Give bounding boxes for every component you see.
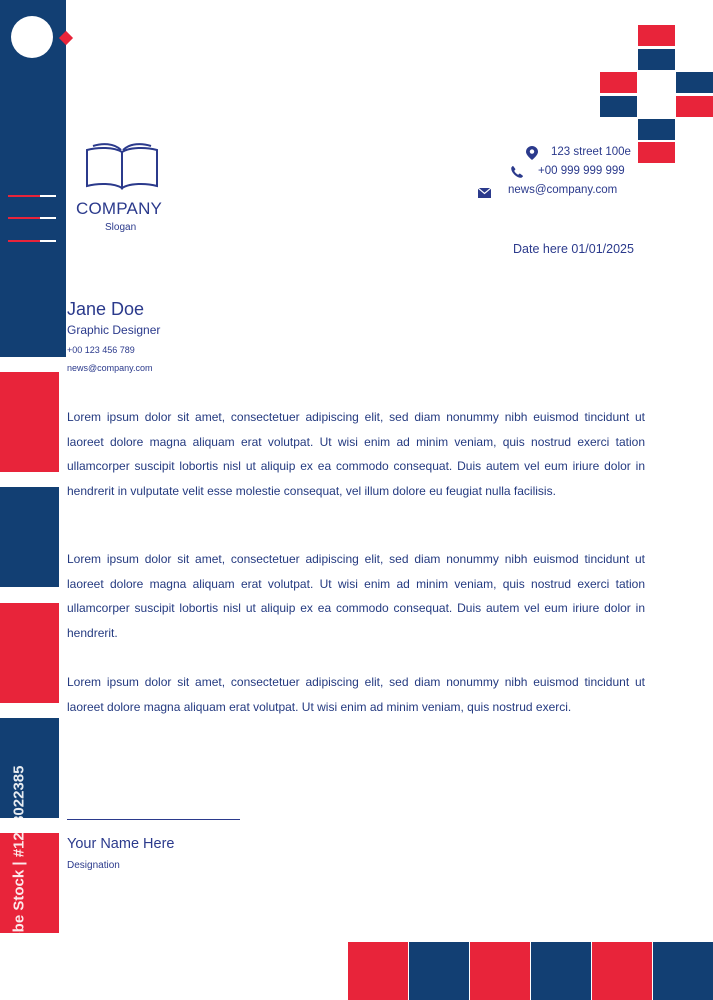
- signature-name: Your Name Here: [67, 836, 175, 852]
- sender-name: Jane Doe: [67, 299, 145, 319]
- company-name: COMPANY: [76, 199, 163, 218]
- sender-email: news@company.com: [67, 363, 153, 373]
- pattern-block: [638, 49, 675, 70]
- phone-icon: [511, 165, 523, 177]
- book-icon: [84, 142, 160, 194]
- decor-line-white: [40, 217, 56, 219]
- footer-block: [592, 942, 652, 1000]
- company-slogan: Slogan: [105, 222, 137, 233]
- sidebar-block-red: [0, 372, 59, 472]
- signature-line: [67, 819, 240, 820]
- decor-circle: [11, 16, 53, 58]
- footer-block: [470, 942, 530, 1000]
- letter-date: Date here 01/01/2025: [513, 242, 634, 256]
- footer-block: [348, 942, 408, 1000]
- pattern-block: [676, 96, 713, 117]
- sidebar-block-navy: [0, 487, 59, 587]
- pattern-block: [638, 119, 675, 140]
- sender-phone: +00 123 456 789: [67, 345, 135, 355]
- decor-line-red: [8, 217, 40, 219]
- decor-line-white: [40, 195, 56, 197]
- location-pin-icon: [526, 146, 538, 160]
- body-paragraph: Lorem ipsum dolor sit amet, consectetuer adipiscing elit, sed diam nonummy nibh euismod tincidunt ut laoreet dolore magna aliquam erat volutpat. Ut wisi enim ad minim veniam, quis nostrud exerci tation ullamcorper suscipit lobortis nisl ut aliquip ex ea commodo consequat. Duis autem vel eum iriure dolor in hendrerit.: [67, 552, 645, 640]
- pattern-block: [638, 142, 675, 163]
- mail-icon: [478, 185, 491, 195]
- body-paragraph: Lorem ipsum dolor sit amet, consectetuer adipiscing elit, sed diam nonummy nibh euismod tincidunt ut laoreet dolore magna aliquam erat volutpat. Ut wisi enim ad minim veniam, quis nostrud exerci.: [67, 675, 645, 714]
- body-paragraph: Lorem ipsum dolor sit amet, consectetuer adipiscing elit, sed diam nonummy nibh euismod tincidunt ut laoreet dolore magna aliquam erat volutpat. Ut wisi enim ad minim veniam, quis nostrud exerci tation ullamcorper suscipit lobortis nisl ut aliquip ex ea commodo consequat. Duis autem vel eum iriure dolor in hendrerit in vulputate velit esse molestie consequat, vel illum dolore eu feugiat nulla facilisis.: [67, 410, 645, 498]
- sidebar-block-red: [0, 603, 59, 703]
- contact-address: 123 street 100e: [551, 146, 631, 158]
- footer-block: [653, 942, 713, 1000]
- decor-line-white: [40, 240, 56, 242]
- contact-email: news@company.com: [508, 184, 618, 196]
- pattern-block: [600, 96, 637, 117]
- pattern-block: [676, 72, 713, 93]
- pattern-block: [600, 72, 637, 93]
- watermark: Adobe Stock | #1233022385: [10, 765, 28, 962]
- decor-line-red: [8, 240, 40, 242]
- footer-block: [531, 942, 591, 1000]
- footer-block: [409, 942, 469, 1000]
- signature-designation: Designation: [67, 860, 120, 871]
- decor-line-red: [8, 195, 40, 197]
- contact-phone: +00 999 999 999: [538, 165, 625, 177]
- pattern-block: [638, 25, 675, 46]
- sender-title: Graphic Designer: [67, 323, 161, 337]
